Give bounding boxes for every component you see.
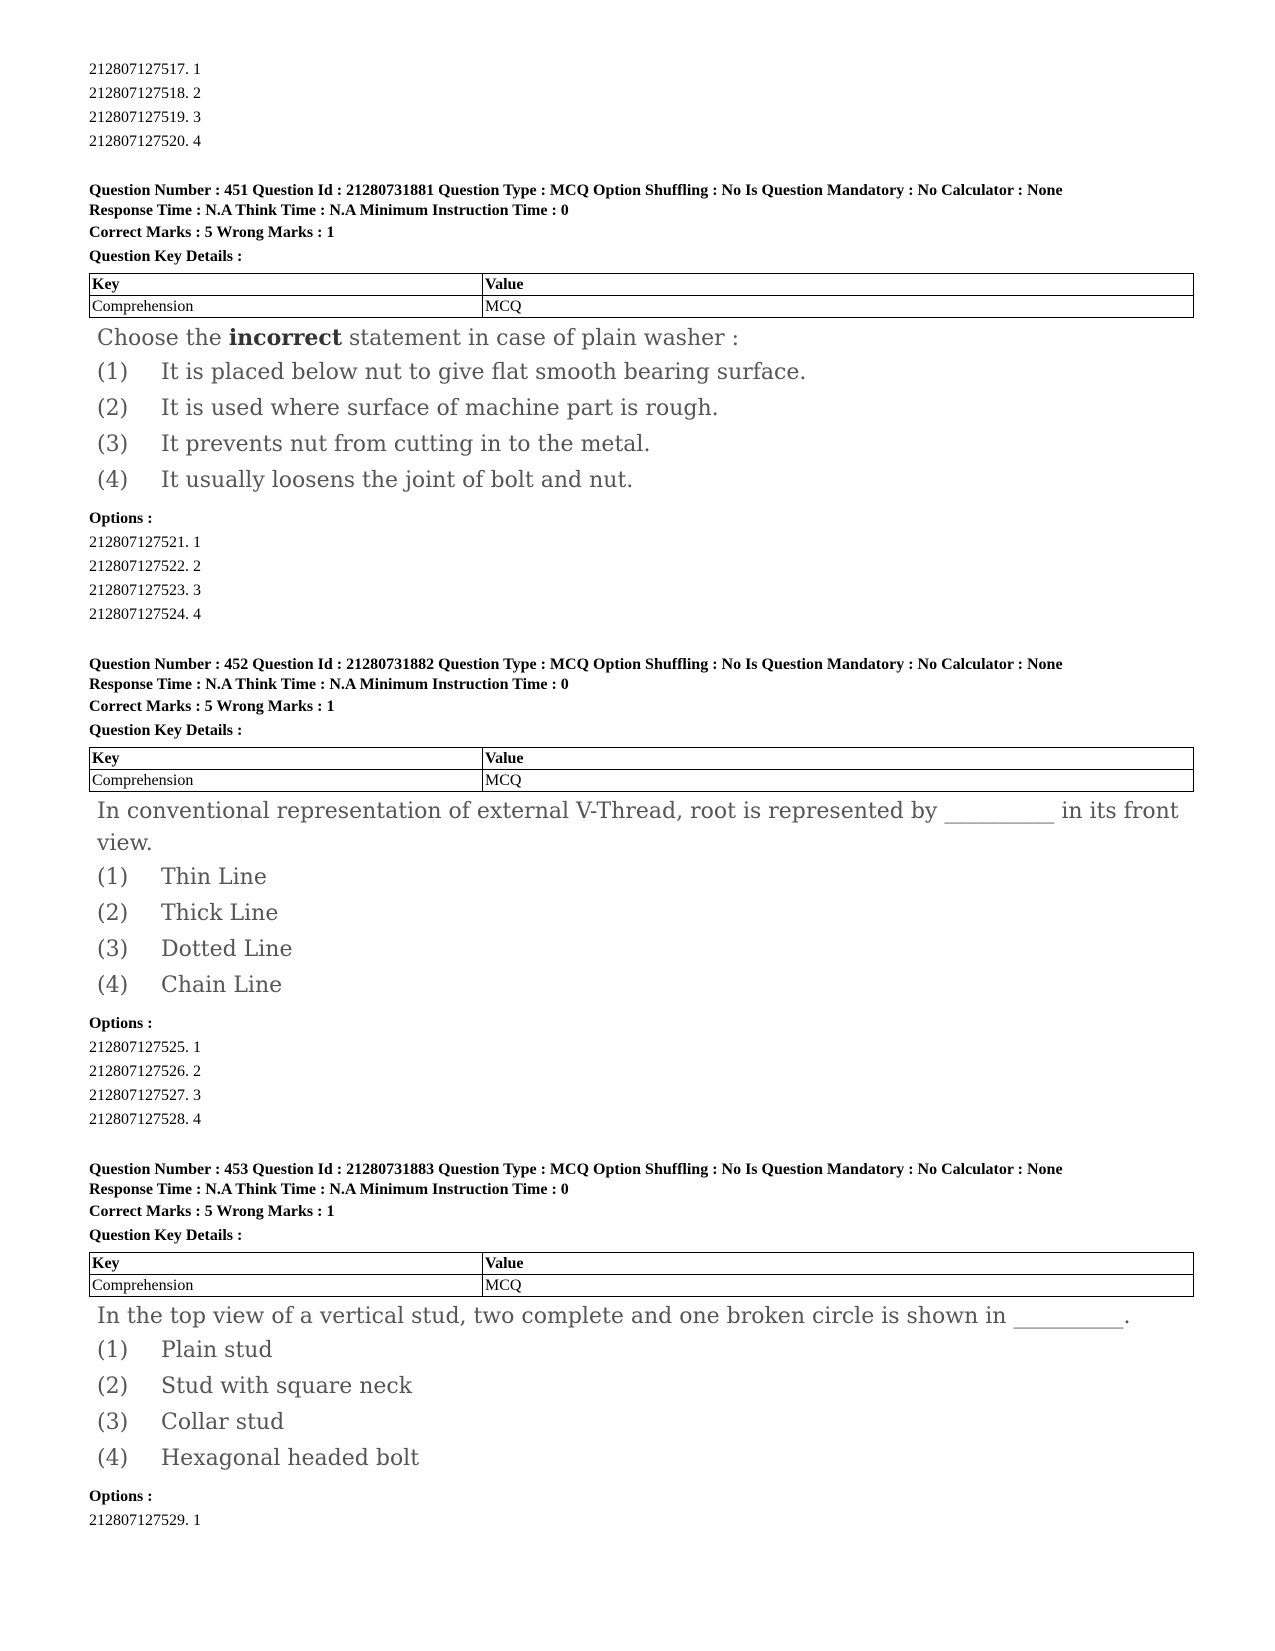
question-meta-line: Question Number : 453 Question Id : 21280731883 Question Type : MCQ Option Shuffling : No Is Question Mandatory : No Calculator : None — [89, 1161, 1063, 1178]
table-header-key: Key — [90, 274, 483, 296]
question-stem: In the top view of a vertical stud, two complete and one broken circle is shown in __________. — [97, 1304, 1131, 1329]
key-value-table — [89, 747, 1194, 792]
option-line: 212807127519. 3 — [89, 109, 201, 126]
option-line: 212807127527. 3 — [89, 1087, 201, 1104]
table-cell-value: MCQ — [483, 770, 1194, 792]
option-line: 212807127528. 4 — [89, 1111, 201, 1128]
option-line: 212807127529. 1 — [89, 1512, 201, 1529]
marks-line: Correct Marks : 5 Wrong Marks : 1 — [89, 1203, 335, 1220]
question-block-451 — [89, 181, 1209, 627]
option-line: 212807127520. 4 — [89, 133, 201, 150]
key-details-label: Question Key Details : — [89, 248, 243, 265]
question-meta-line: Response Time : N.A Think Time : N.A Minimum Instruction Time : 0 — [89, 202, 569, 219]
question-image-text — [89, 1301, 1209, 1477]
table-header-key: Key — [90, 1253, 483, 1275]
question-stem: In conventional representation of external V-Thread, root is represented by __________ in its front view. — [97, 799, 1179, 856]
question-stem: Choose the incorrect statement in case of plain washer : — [97, 325, 740, 351]
choice-item: (2) Thick Line — [97, 901, 279, 926]
marks-line: Correct Marks : 5 Wrong Marks : 1 — [89, 698, 335, 715]
table-cell-value: MCQ — [483, 296, 1194, 318]
choice-item: (4) Hexagonal headed bolt — [97, 1446, 420, 1471]
question-image-text — [89, 796, 1209, 1004]
table-cell-key: Comprehension — [90, 1275, 483, 1297]
choice-item: (1) It is placed below nut to give flat smooth bearing surface. — [97, 360, 807, 385]
choice-item: (4) Chain Line — [97, 973, 283, 998]
table-header-value: Value — [483, 748, 1194, 770]
question-image-text — [89, 322, 1209, 499]
table-header-value: Value — [483, 274, 1194, 296]
choice-item: (4) It usually loosens the joint of bolt and nut. — [97, 468, 634, 493]
table-cell-key: Comprehension — [90, 296, 483, 318]
table-cell-value: MCQ — [483, 1275, 1194, 1297]
key-value-table — [89, 273, 1194, 318]
option-line: 212807127518. 2 — [89, 85, 201, 102]
question-block-453 — [89, 1160, 1209, 1533]
table-header-key: Key — [90, 748, 483, 770]
question-meta-line: Response Time : N.A Think Time : N.A Minimum Instruction Time : 0 — [89, 1181, 569, 1198]
choice-item: (1) Plain stud — [97, 1338, 273, 1363]
table-header-value: Value — [483, 1253, 1194, 1275]
marks-line: Correct Marks : 5 Wrong Marks : 1 — [89, 224, 335, 241]
question-meta-line: Response Time : N.A Think Time : N.A Minimum Instruction Time : 0 — [89, 676, 569, 693]
document-page — [89, 58, 1209, 1533]
option-line: 212807127523. 3 — [89, 582, 201, 599]
previous-options — [89, 58, 1209, 154]
options-label: Options : — [89, 510, 153, 527]
choice-item: (3) It prevents nut from cutting in to the metal. — [97, 432, 651, 457]
key-details-label: Question Key Details : — [89, 722, 243, 739]
table-cell-key: Comprehension — [90, 770, 483, 792]
option-line: 212807127526. 2 — [89, 1063, 201, 1080]
option-line: 212807127525. 1 — [89, 1039, 201, 1056]
question-block-452 — [89, 655, 1209, 1132]
question-meta-line: Question Number : 452 Question Id : 21280731882 Question Type : MCQ Option Shuffling : No Is Question Mandatory : No Calculator : None — [89, 656, 1063, 673]
choice-item: (3) Collar stud — [97, 1410, 285, 1435]
option-line: 212807127522. 2 — [89, 558, 201, 575]
question-meta-line: Question Number : 451 Question Id : 21280731881 Question Type : MCQ Option Shuffling : No Is Question Mandatory : No Calculator : None — [89, 182, 1063, 199]
choice-item: (2) Stud with square neck — [97, 1374, 413, 1399]
key-details-label: Question Key Details : — [89, 1227, 243, 1244]
options-label: Options : — [89, 1488, 153, 1505]
option-line: 212807127517. 1 — [89, 61, 201, 78]
key-value-table — [89, 1252, 1194, 1297]
choice-item: (3) Dotted Line — [97, 937, 293, 962]
options-label: Options : — [89, 1015, 153, 1032]
option-line: 212807127524. 4 — [89, 606, 201, 623]
option-line: 212807127521. 1 — [89, 534, 201, 551]
choice-item: (2) It is used where surface of machine part is rough. — [97, 396, 719, 421]
choice-item: (1) Thin Line — [97, 865, 267, 890]
